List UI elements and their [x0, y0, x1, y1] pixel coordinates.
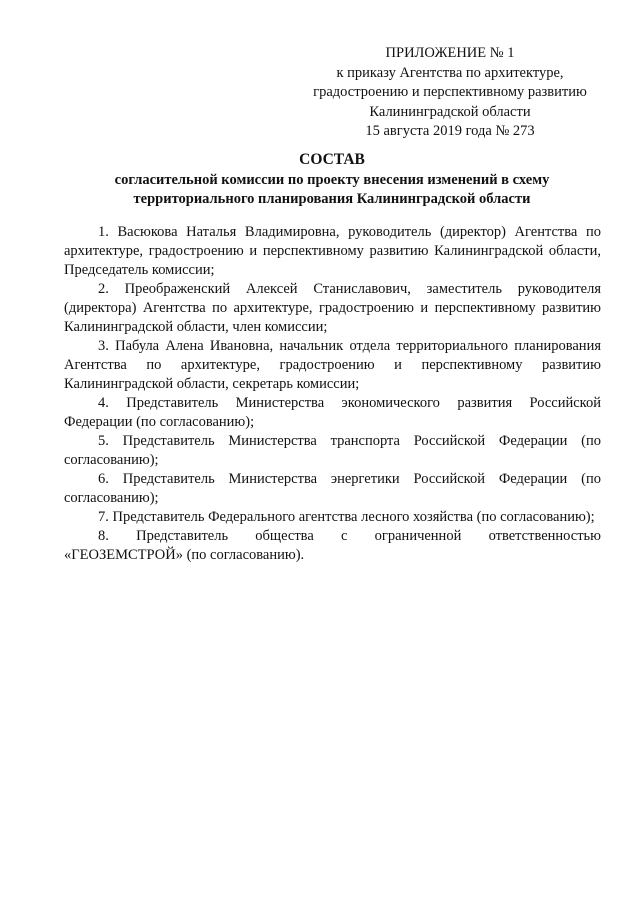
list-item: 3. Пабула Алена Ивановна, начальник отдела территориального планирования Агентства по архитектуре, градостроению и перспективному развитию Калининградской области, секретарь комиссии; — [64, 338, 601, 392]
document-subtitle-line-2: территориального планирования Калининградской области — [133, 191, 531, 207]
appendix-number: ПРИЛОЖЕНИЕ № 1 — [385, 45, 515, 61]
document-heading — [62, 150, 602, 209]
commission-member-list — [64, 223, 601, 565]
list-item: 4. Представитель Министерства экономического развития Российской Федерации (по согласованию); — [64, 395, 601, 430]
list-item: 8. Представитель общества с ограниченной ответственностью «ГЕОЗЕМСТРОЙ» (по согласованию). — [64, 528, 601, 563]
appendix-region: Калининградской области — [369, 103, 531, 120]
appendix-order-ref: к приказу Агентства по архитектуре, — [336, 64, 564, 81]
list-item: 6. Представитель Министерства энергетики Российской Федерации (по согласованию); — [64, 471, 601, 506]
list-item: 5. Представитель Министерства транспорта Российской Федерации (по согласованию); — [64, 433, 601, 468]
document-subtitle-line-1: согласительной комиссии по проекту внесения изменений в схему — [114, 172, 550, 188]
list-item: 2. Преображенский Алексей Станиславович, заместитель руководителя (директора) Агентства по архитектуре, градостроению и перспективному развитию Калининградской области, член комиссии; — [64, 281, 601, 335]
document-title: СОСТАВ — [299, 151, 365, 168]
appendix-agency-line: градостроению и перспективному развитию — [313, 84, 587, 100]
appendix-date-number: 15 августа 2019 года № 273 — [365, 123, 535, 139]
list-item: 1. Васюкова Наталья Владимировна, руководитель (директор) Агентства по архитектуре, градостроению и перспективному развитию Калининградской области, Председатель комиссии; — [64, 224, 601, 278]
list-item: 7. Представитель Федерального агентства лесного хозяйства (по согласованию); — [98, 509, 595, 525]
appendix-header — [300, 44, 600, 142]
